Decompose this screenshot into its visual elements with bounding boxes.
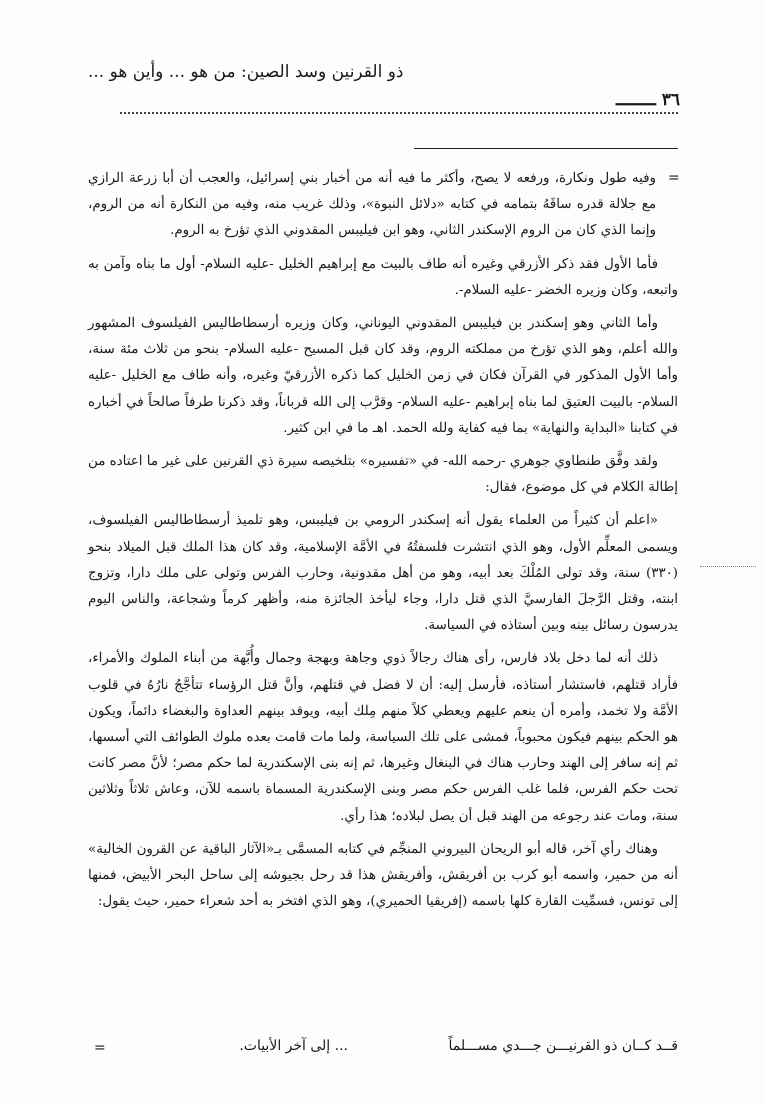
paragraph-2: فأما الأول فقد ذكر الأزرقي وغيره أنه طاف بالبيت مع إبراهيم الخليل -عليه السلام- أول ما بناه وآمن به واتبعه، وكان وزيره الخضر -عليه السلام-. bbox=[88, 256, 678, 298]
paragraph-7: وهناك رأي آخر، قاله أبو الريحان البيروني المنجِّم في كتابه المسمَّى بـ«الآثار الباقية عن القرون الخالية» أنه من حمير، واسمه أبو كرب بن أفريقش، وأفريقش هذا قد رحل بجيوشه إلى ساحل البحر الأبيض، فمنها إلى تونس، فسمِّيت القارة كلها باسمه (إفريقيا الحميري)، وهو الذي افتخر به أحد شعراء حمير، حيث يقول: bbox=[88, 841, 678, 910]
paragraph-3: وأما الثاني وهو إسكندر بن فيليبس المقدوني اليوناني، وكان وزيره أرسطاطاليس الفيلسوف المشهور والله أعلم، وهو الذي تؤرخ من مملكته الروم، وقد كان قبل المسيح -عليه السلام- بنحو من ثلاث مئة سنة، وأما الأول المذكور في القرآن فكان في زمن الخليل كما ذكره الأزرقيّ وغيره، وأنه طاف مع الخليل -عليه السلام- بالبيت العتيق لما بناه إبراهيم -عليه السلام- وقرَّب إلى الله قرباناً، وقد ذكرنا طرفاً صالحاً في أخباره في كتابنا «البداية والنهاية» بما فيه كفاية ولله الحمد. اهـ ما في ابن كثير. bbox=[88, 316, 678, 436]
margin-annotation-line bbox=[700, 566, 756, 567]
paragraph-6: ذلك أنه لما دخل بلاد فارس، رأى هناك رجالاً ذوي وجاهة وبهجة وجمال وأُبَّهة من أبناء الملوك والأمراء، فأراد قتلهم، فاستشار أستاذه، فأرسل إليه: أن لا فضل في قتلهم، وأنَّ قتل الرؤساء تتأجَّجُ نارُهُ في قلوب الأمَّة ولا تخمد، وأمره أن ينعم عليهم ويعطي كلاً منهم مِلك أبيه، ويوقد بينهم العداوة والبغضاء دائماً، ويكون هو الحكم بينهم فيكون محبوباً، فمشى على تلك السياسة، ولما مات قامت بعده ملوك الطوائف التي أسسها، ثم إنه سافر إلى الهند وحارب هناك في البنغال وغيرها، ثم إنه بنى الإسكندرية لما حكم مصر؛ لأنَّ مصر كانت تحت حكم الفرس، فلما غلب الفرس حكم مصر وبنى الإسكندرية المسماة باسمه للآن، وعاش ثلاثاً وثلاثين سنة، ومات عند رجوعه من الهند قبل أن يصل لبلاده؛ هذا رأي. bbox=[88, 651, 678, 824]
paragraph-4: ولقد وفَّق طنطاوي جوهري -رحمه الله- في «تفسيره» بتلخيصه سيرة ذي القرنين على غير ما اعتاده من إطالة الكلام في كل موضوع، فقال: bbox=[88, 454, 678, 496]
body-text bbox=[88, 166, 678, 922]
paragraph-1: وفيه طول ونكارة، ورفعه لا يصح، وأكثر ما فيه أنه من أخبار بني إسرائيل، والعجب أن أبا زرعة الرازي مع جلالة قدره ساقَهُ بتمامه في كتابه «دلائل النبوة»، وذلك غريب منه، وفيه من النكارة أنه من الروم، وإنما الذي كان من الروم الإسكندر الثاني، وهو ابن فيليبس المقدوني الذي تؤرخ به الروم. bbox=[88, 171, 656, 239]
page-number: ٣٦ ــــــــ bbox=[615, 90, 680, 110]
verse-hemistich: قــد كــان ذو القرنيـــن جـــدي مســـلماً bbox=[448, 1038, 678, 1054]
running-header-title: ذو القرنين وسد الصين: من هو ... وأين هو ... bbox=[88, 62, 404, 82]
continuation-mark-bottom: = bbox=[94, 1040, 106, 1056]
continuation-mark-top: = bbox=[668, 170, 680, 186]
verse-continuation: ... إلى آخر الأبيات. bbox=[239, 1038, 348, 1054]
footnote-rule bbox=[414, 148, 678, 149]
dotted-divider bbox=[120, 112, 678, 114]
paragraph-5: «اعلم أن كثيراً من العلماء يقول أنه إسكندر الرومي بن فيليبس، وهو تلميذ أرسطاطاليس الفيلسوف، ويسمى المعلِّم الأول، وهو الذي انتشرت فلسفتُهُ في الأمَّة الإسلامية، وقد كان هذا الملك قبل الميلاد بنحو (٣٣٠) سنة، وقد تولى المُلْكَ بعد أبيه، وهو من أهل مقدونية، وحارب الفرس وتولى على ملك دارا، وتزوج ابنته، وقتل الرَّجلَ الفارسيَّ الذي قتل دارا، وجاء ليأخذ الجائزة منه، وأظهر كرماً وشجاعة، والناس اليوم يدرسون رسائل بينه وبين أستاذه في السياسة. bbox=[88, 513, 678, 634]
